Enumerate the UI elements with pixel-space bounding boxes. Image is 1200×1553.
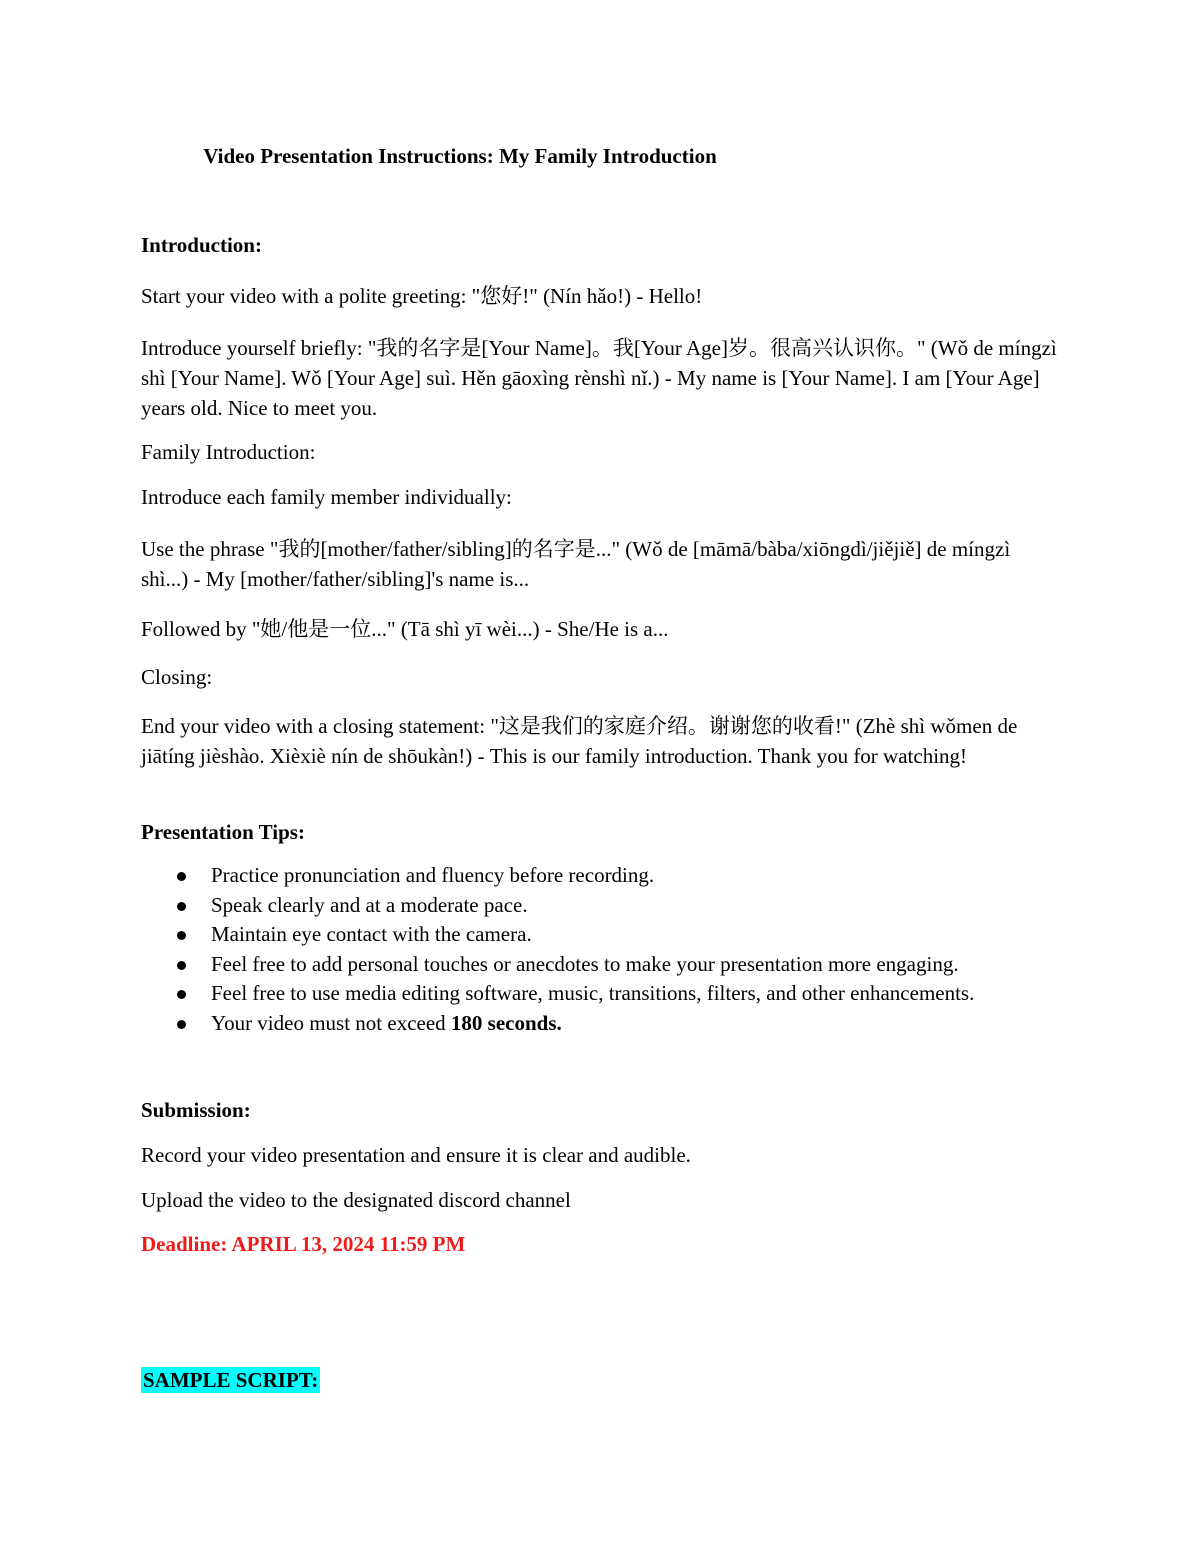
sample-script-highlight: SAMPLE SCRIPT: bbox=[143, 1368, 319, 1392]
bullet-icon bbox=[177, 1020, 186, 1029]
greeting-paragraph: Start your video with a polite greeting: "您好!" (Nín hǎo!) - Hello! bbox=[141, 284, 703, 308]
presentation-tips-heading: Presentation Tips: bbox=[141, 820, 305, 844]
closing-statement-paragraph: End your video with a closing statement: "这是我们的家庭介绍。谢谢您的收看!" (Zhè shì wǒmen de jiātíng jièshào. Xièxiè nín de shōukàn!) - This is our family introduction. Thank you for watching! bbox=[141, 714, 1018, 768]
submission-heading: Submission: bbox=[141, 1098, 251, 1122]
list-item bbox=[141, 920, 1061, 950]
bullet-icon bbox=[177, 931, 186, 940]
tip-text: Maintain eye contact with the camera. bbox=[211, 922, 532, 946]
deadline-text: Deadline: APRIL 13, 2024 11:59 PM bbox=[141, 1232, 466, 1256]
record-paragraph: Record your video presentation and ensure it is clear and audible. bbox=[141, 1143, 691, 1167]
each-member-paragraph: Introduce each family member individually: bbox=[141, 485, 512, 509]
document-title: Video Presentation Instructions: My Family Introduction bbox=[203, 144, 717, 168]
family-introduction-label: Family Introduction: bbox=[141, 440, 316, 464]
list-item bbox=[141, 891, 1061, 921]
list-item bbox=[141, 950, 1061, 980]
tip-text: Feel free to add personal touches or anecdotes to make your presentation more engaging. bbox=[211, 951, 959, 976]
followed-by-paragraph: Followed by "她/他是一位..." (Tā shì yī wèi...) - She/He is a... bbox=[141, 617, 669, 641]
list-item bbox=[141, 1009, 1061, 1039]
upload-paragraph: Upload the video to the designated discord channel bbox=[141, 1188, 571, 1212]
tip-text: Feel free to use media editing software, music, transitions, filters, and other enhancements. bbox=[211, 981, 975, 1005]
tip-text: Practice pronunciation and fluency before recording. bbox=[211, 863, 655, 887]
self-intro-paragraph: Introduce yourself briefly: "我的名字是[Your Name]。我[Your Age]岁。很高兴认识你。" (Wǒ de míngzì shì [Your Name]. Wǒ [Your Age] suì. Hěn gāoxìng rènshì nǐ.) - My name is [Your Name]. I am [Your Age] years old. Nice to meet you. bbox=[141, 336, 1057, 420]
phrase-paragraph: Use the phrase "我的[mother/father/sibling]的名字是..." (Wǒ de [māmā/bàba/xiōngdì/jiějiě] de míngzì shì...) - My [mother/father/sibling]'s name is... bbox=[141, 537, 1011, 591]
closing-label: Closing: bbox=[141, 665, 213, 689]
bullet-icon bbox=[177, 902, 186, 911]
bullet-icon bbox=[177, 872, 186, 881]
presentation-tips-list bbox=[141, 861, 1061, 1038]
tip-text-prefix: Your video must not exceed bbox=[211, 1010, 451, 1035]
bullet-icon bbox=[177, 961, 186, 970]
list-item bbox=[141, 979, 1061, 1009]
sample-script-label bbox=[141, 1365, 1061, 1395]
max-duration: 180 seconds. bbox=[450, 1010, 562, 1035]
introduction-heading: Introduction: bbox=[141, 233, 262, 257]
bullet-icon bbox=[177, 990, 186, 999]
list-item bbox=[141, 861, 1061, 891]
tip-text: Speak clearly and at a moderate pace. bbox=[211, 892, 528, 917]
